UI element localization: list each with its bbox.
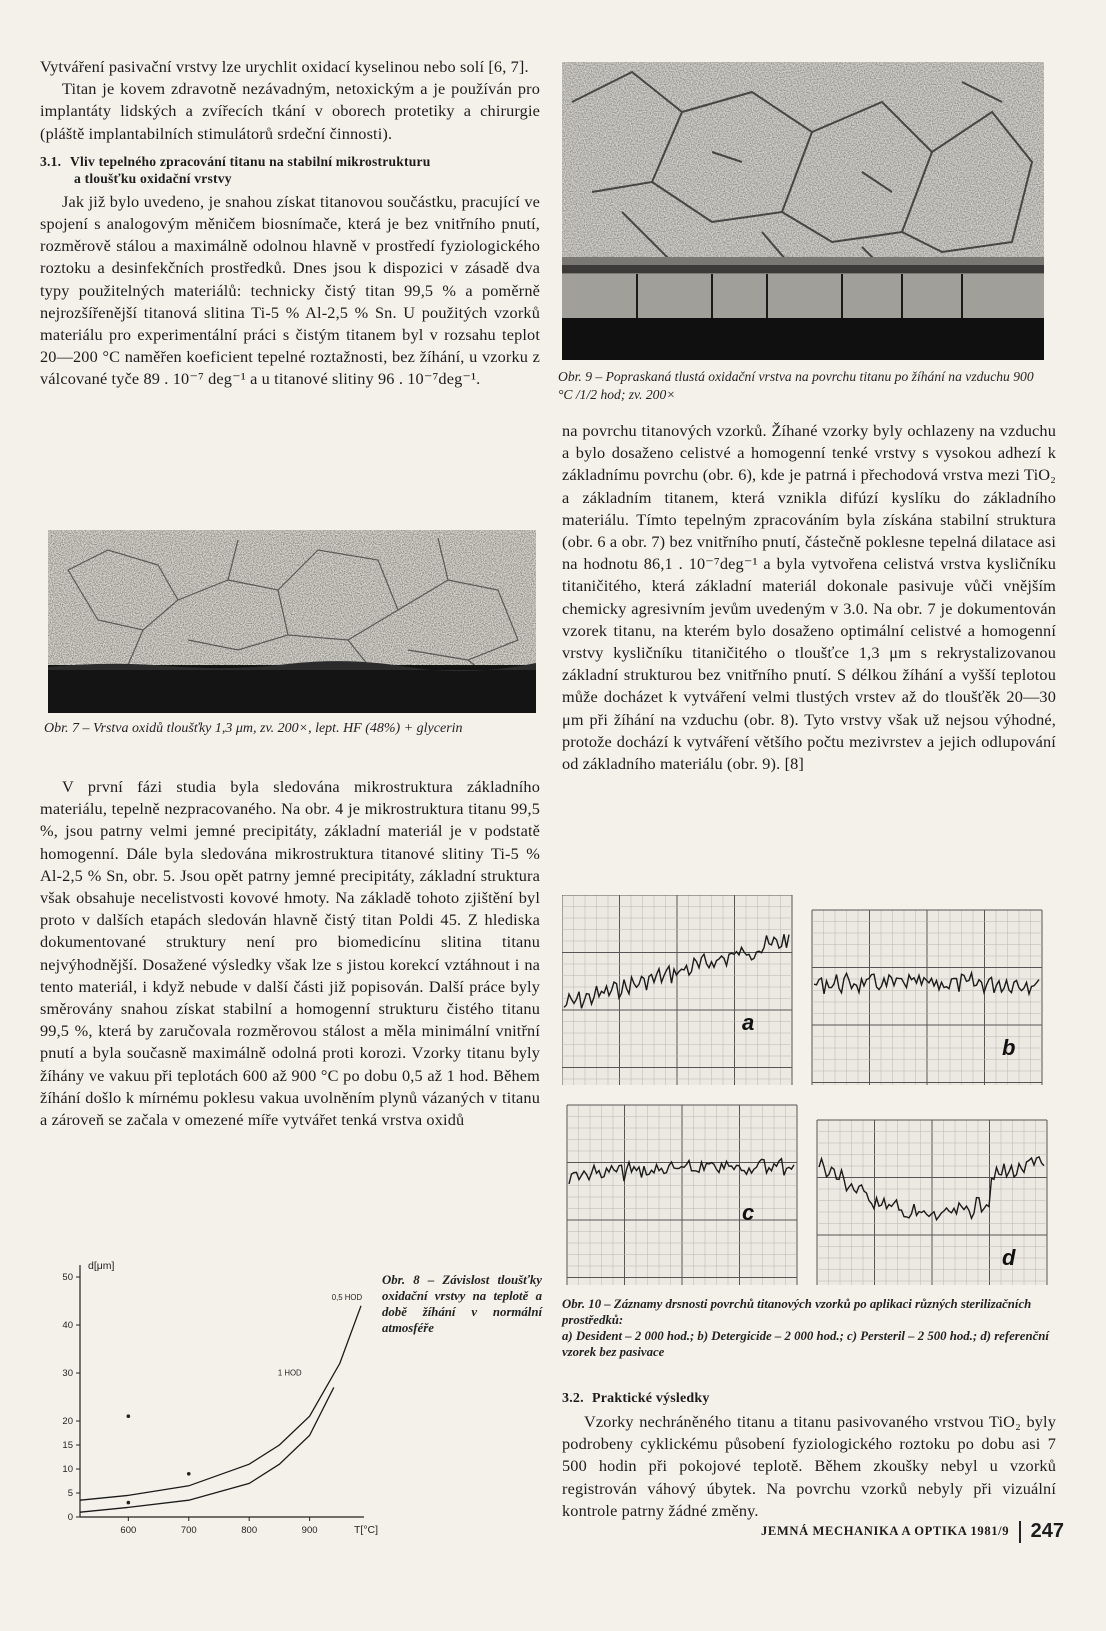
x-tick-label: 600 bbox=[120, 1525, 137, 1536]
left-column bbox=[40, 56, 540, 391]
y-tick-label: 15 bbox=[62, 1440, 73, 1451]
roughness-panel-b bbox=[812, 910, 1042, 1085]
right-column bbox=[562, 420, 1056, 775]
paragraph-2: Titan je kovem zdravotně nezávadným, netoxickým a je používán pro implantáty lidských a zvířecích tkání v oborech protetiky a chirurgie (pláště implantabilních stimulátorů srdeční činnosti). bbox=[40, 79, 540, 143]
paragraph-3: Jak již bylo uvedeno, je snahou získat titanovou součástku, pracující ve spojení s analogovým měničem biosnímače, která je bez vnitřního pnutí, rozměrově stálou a maximálně odolnou hlavně v prostředí fyziologického roztoku a desinfekčních prostředků. Dnes jsou k dispozici v zásadě dva typy použitelných materiálů: technicky čistý titan 99,5 % a poměrně nejrozšířenější titanová slitina Ti-5 % Al-2,5 % Sn. U použitých vzorků materiálu pro experimentální práci s čistým titanem byl v rozsahu teplot 20—200 °C naměřen koeficient tepelné roztažnosti, bez žíhání, u vzorku z válcované tyče 89 . 10⁻⁷ deg⁻¹ a u titanové slitiny 96 . 10⁻⁷deg⁻¹. bbox=[40, 191, 540, 389]
paragraph-4: V první fázi studia byla sledována mikrostruktura základního materiálu, tepelně nezpracovaného. Na obr. 4 je mikrostruktura titanu 99,5 %, jsou patrny velmi jemné precipitáty, základní materiál je v podstatě homogenní. Dále byla sledována mikrostruktura titanové slitiny Ti-5 % Al-2,5 % Sn, obr. 5. Jsou opět patrny jemné precipitáty, základní struktura však obsahuje necelistvosti kovové hmoty. Na základě tohoto zjištění byl proto v dalších etapách sledován hlavně čistý titan Poldi 45. Z hlediska dokumentované struktury není pro biomedicínu slitina titanu nejvýhodnější. Dosažené výsledky však lze s jistou korekcí vztáhnout i na tento materiál, i když nebude v další části již popisován. Další práce byly směrovány snahou získat stabilní a homogenní strukturu čistého titanu 99,5 %, která by zaručovala rozměrovou stálost a měla minimální vnitřní pnutí a byla současně maximálně odolná proti korozi. Vzorky titanu byly žíhány ve vakuu při teplotách 600 až 900 °C po dobu 0,5 až 1 hod. Během žíhání došlo k mírnému poklesu vakua uvolněním plynů vázaných v titanu a zároveň se začala v omezené míře vytvářet tenká vrstva oxidů bbox=[40, 777, 540, 1130]
section-title-line2: a tloušťku oxidační vrstvy bbox=[74, 170, 232, 186]
fig10-caption-line1: Obr. 10 – Záznamy drsnosti povrchů titanových vzorků po aplikaci různých sterilizačních prostředků: bbox=[562, 1297, 1032, 1327]
x-tick-label: 900 bbox=[301, 1525, 318, 1536]
fig7-micrograph bbox=[48, 530, 536, 713]
panel-label-a: a bbox=[742, 1010, 755, 1035]
panel-label-d: d bbox=[1002, 1245, 1016, 1270]
y-tick-label: 40 bbox=[62, 1320, 73, 1331]
roughness-panel-a bbox=[562, 895, 792, 1085]
fig7-caption: Obr. 7 – Vrstva oxidů tloušťky 1,3 μm, zv. 200×, lept. HF (48%) + glycerin bbox=[44, 721, 463, 736]
section-title-line1: Vliv tepelného zpracování titanu na stabilní mikrostrukturu bbox=[70, 153, 431, 169]
fig9-micrograph-image bbox=[562, 62, 1044, 360]
section-3-2-heading bbox=[562, 1390, 1056, 1407]
x-tick-label: 800 bbox=[241, 1525, 258, 1536]
fig9-caption: Obr. 9 – Popraskaná tlustá oxidační vrstva na povrchu titanu po žíhání na vzduchu 900 °C /1/2 hod; zv. 200× bbox=[558, 369, 1034, 402]
paragraph-6: Vzorky nechráněného titanu a titanu pasivovaného vrstvou TiO₂ byly podrobeny cyklickému působení fyziologického roztoku po dobu asi 7 500 hodin při pokojové teplotě. Během zkoušky nebyl u vzorků registrován váhový úbytek. Na povrchu vzorků nebyly při vizuální kontrole patrny žádné změny. bbox=[562, 1412, 1056, 1520]
data-point-1 bbox=[127, 1414, 131, 1418]
y-tick-label: 30 bbox=[62, 1368, 73, 1379]
series-line-2 bbox=[80, 1387, 334, 1512]
fig9-micrograph bbox=[562, 62, 1044, 360]
x-tick-label: 700 bbox=[180, 1525, 197, 1536]
data-point-3 bbox=[187, 1472, 191, 1476]
series-line-1 bbox=[80, 1306, 361, 1500]
section-3-1-heading bbox=[40, 153, 540, 187]
fig7-micrograph-image bbox=[48, 530, 536, 713]
series-label-1: 0,5 HOD bbox=[331, 1292, 363, 1302]
section-number: 3.1. bbox=[40, 153, 62, 169]
y-axis-label: d[μm] bbox=[88, 1260, 115, 1272]
panel-label-c: c bbox=[742, 1200, 755, 1225]
paragraph-5: na povrchu titanových vzorků. Žíhané vzorky byly ochlazeny na vzduchu a bylo dosaženo celistvé a homogenní tenké vrstvy s vysokou adhezí k základnímu povrchu (obr. 6), kde je patrná i přechodová vrstva mezi TiO₂ a základním titanem, která vznikla difúzí kyslíku do základního materiálu. Tímto tepelným zpracováním byla získána stabilní struktura (obr. 6 a obr. 7) bez vnitřního pnutí, částečně poklesne tepelná dilatace asi na hodnotu 86,1 . 10⁻⁷deg⁻¹ a byla vytvořena celistvá vrstva kysličníku titaničitého, která základní materiál dokonale pasivuje vůči vnějším chemicky agresivním jevům uvedeným v 3.0. Na obr. 7 je dokumentován vzorek titanu, na kterém bylo dosaženo optimální celistvé a homogenní vrstvy kysličníku titaničitého o tloušťce 1,3 μm s rekrystalizovanou základní strukturou bez vnitřního pnutí. S délkou žíhání a vyšší teplotou může docházet k vytváření velmi tlustých vrstev až do tloušťěk 20—30 μm při žíhání na vzduchu (obr. 8). Tyto vrstvy však už nejsou výhodné, protože dochází k vytváření většího počtu mezivrstev a jejich odlupování od základního materiálu (obr. 9). [8] bbox=[562, 421, 1056, 774]
section-number: 3.2. bbox=[562, 1391, 584, 1406]
y-tick-label: 20 bbox=[62, 1416, 73, 1427]
roughness-panel-c bbox=[567, 1105, 797, 1285]
fig8-caption: Obr. 8 – Závislost tloušťky oxidační vrstvy na teplotě a době žíhání v normální atmosféře bbox=[382, 1273, 542, 1335]
fig10-caption bbox=[562, 1296, 1056, 1360]
panel-label-b: b bbox=[1002, 1035, 1016, 1060]
right-column-lower bbox=[562, 1390, 1056, 1522]
y-tick-label: 50 bbox=[62, 1272, 73, 1283]
paragraph-1: Vytváření pasivační vrstvy lze urychlit oxidací kyselinou nebo solí [6, 7]. bbox=[40, 57, 529, 76]
section-title: Praktické výsledky bbox=[592, 1391, 710, 1406]
fig8-chart bbox=[44, 1255, 384, 1540]
fig8-chart-svg bbox=[44, 1255, 384, 1540]
fig10-svg bbox=[562, 895, 1056, 1285]
y-tick-label: 10 bbox=[62, 1464, 73, 1475]
series-label-2: 1 HOD bbox=[277, 1368, 302, 1378]
y-tick-label: 0 bbox=[67, 1512, 73, 1523]
page-footer bbox=[761, 1520, 1064, 1543]
journal-name: JEMNÁ MECHANIKA A OPTIKA 1981/9 bbox=[761, 1524, 1010, 1538]
footer-divider bbox=[1019, 1521, 1021, 1543]
fig10-caption-line2: a) Desident – 2 000 hod.; b) Detergicide – 2 000 hod.; c) Persteril – 2 500 hod.; d) referenční vzorek bez pasivace bbox=[562, 1329, 1049, 1359]
page-number: 247 bbox=[1030, 1520, 1064, 1542]
fig10-roughness-records bbox=[562, 895, 1056, 1285]
y-tick-label: 5 bbox=[67, 1488, 73, 1499]
left-column-lower bbox=[40, 776, 540, 1131]
x-axis-label: T[°C] bbox=[353, 1524, 379, 1536]
data-point-2 bbox=[127, 1501, 131, 1505]
roughness-panel-d bbox=[817, 1120, 1047, 1285]
